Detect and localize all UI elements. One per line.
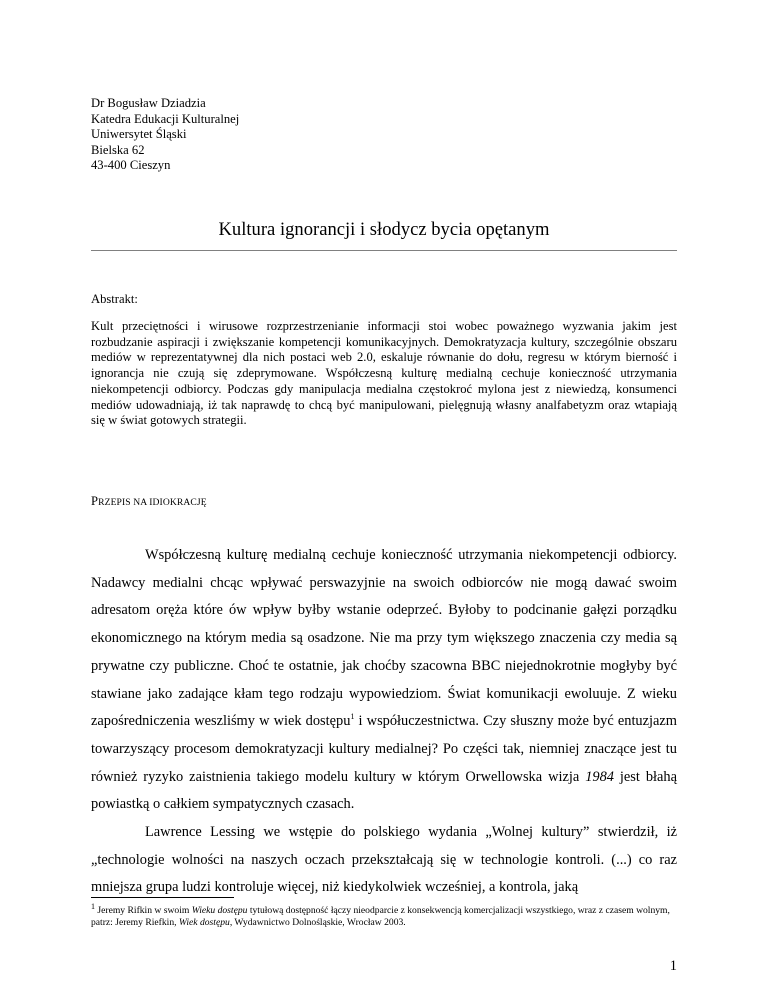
author-city: 43-400 Cieszyn [91, 158, 171, 173]
paragraph-2: Lawrence Lessing we wstępie do polskiego wydania „Wolnej kultury” stwierdził, iż „technologie wolności na naszych oczach przekształcają się w technologie kontroli. (...) co raz mniejsza grupa ludzi kontroluje więcej, niż kiedykolwiek wcześniej, a kontrola, jaką [91, 824, 677, 896]
footnote-part-c: tytułową dostępność łączy nieodparcie z konsekwencją komercjalizacji wszystkiego, wraz z czasem wolnym, patrz: Jeremy Riefkin, [91, 905, 670, 928]
author-university: Uniwersytet Śląski [91, 127, 187, 142]
section-heading [91, 494, 207, 510]
author-street: Bielska 62 [91, 142, 145, 157]
footnote-number: 1 [91, 901, 95, 911]
document-title: Kultura ignorancji i słodycz bycia opętanym [218, 219, 550, 240]
paragraph-1-part-a: Współczesną kulturę medialną cechuje konieczność utrzymania niekompetencji odbiorcy. Nadawcy medialni chcąc wpływać perswazyjnie na swoich odbiorców nie mogą dawać swoim adresatom oręża które ów wpływ byłby wstanie odeprzeć. Byłoby to podcinanie gałęzi porządku ekonomicznego na którym media są osadzone. Nie ma przy tym większego znaczenia czy media są prywatne czy publiczne. Choć te ostatnie, jak choćby szacowna BBC niejednokrotnie mogłyby być stawiane jako zadające kłam tego rodzaju wypowiedziom. Świat komunikacji ewoluuje. Z wieku zapośredniczenia weszliśmy w wiek dostępu [91, 547, 677, 730]
body-text [91, 542, 677, 902]
footnote-italic-1: Wieku dostępu [191, 905, 248, 916]
footnote-reference[interactable]: 1 [350, 712, 355, 722]
page-number: 1 [669, 958, 677, 974]
author-department: Katedra Edukacji Kulturalnej [91, 111, 240, 126]
abstract-text: Kult przeciętności i wirusowe rozprzestrzenianie informacji stoi wobec poważnego wyzwania jakim jest rozbudzanie aspiracji i zwiększanie kompetencji komunikacyjnych. Demokratyzacja kultury, szczególnie obszaru mediów w reprezentatywnej dla nich postaci web 2.0, eskaluje równanie do dołu, regresu w którym bierność i ignorancja nie czują się zdeprymowane. Współczesną kulturę medialną cechuje konieczność utrzymania niekompetencji odbiorcy. Podczas gdy manipulacja medialna częstokroć mylona jest z niewiedzą, konsumenci mediów udowadniają, iż tak naprawdę to chcą być manipulowani, pielęgnują własny analfabetyzm oraz wtapiają się w świat gotowych strategii. [91, 319, 677, 428]
section-heading-rest: RZEPIS NA IDIOKRACJĘ [98, 497, 207, 508]
abstract-label: Abstrakt: [91, 292, 138, 306]
footnote-part-a: Jeremy Rifkin w swoim [95, 905, 192, 916]
paragraph-1-part-b: i współuczestnictwa. Czy słuszny może być entuzjazm towarzyszący procesom demokratyzacji kultury medialnej? Po części tak, niemniej znaczące jest tu również ryzyko zaistnienia takiego modelu kultury w którym Orwellowska wizja [91, 713, 677, 785]
author-block [91, 96, 239, 174]
footnote-divider [91, 897, 234, 898]
author-name: Dr Bogusław Dziadzia [91, 96, 206, 110]
paragraph-1 [91, 542, 677, 819]
footnote-part-e: , Wydawnictwo Dolnośląskie, Wrocław 2003. [229, 917, 406, 928]
footnote-italic-2: Wiek dostępu [178, 917, 230, 928]
footnote [91, 901, 677, 929]
paragraph-1-italic: 1984 [585, 768, 614, 785]
title-divider [91, 250, 677, 251]
paragraph-1-part-c: jest błahą powiastką o całkiem sympatycznych czasach. [91, 768, 677, 813]
section-heading-initial: P [91, 494, 99, 508]
